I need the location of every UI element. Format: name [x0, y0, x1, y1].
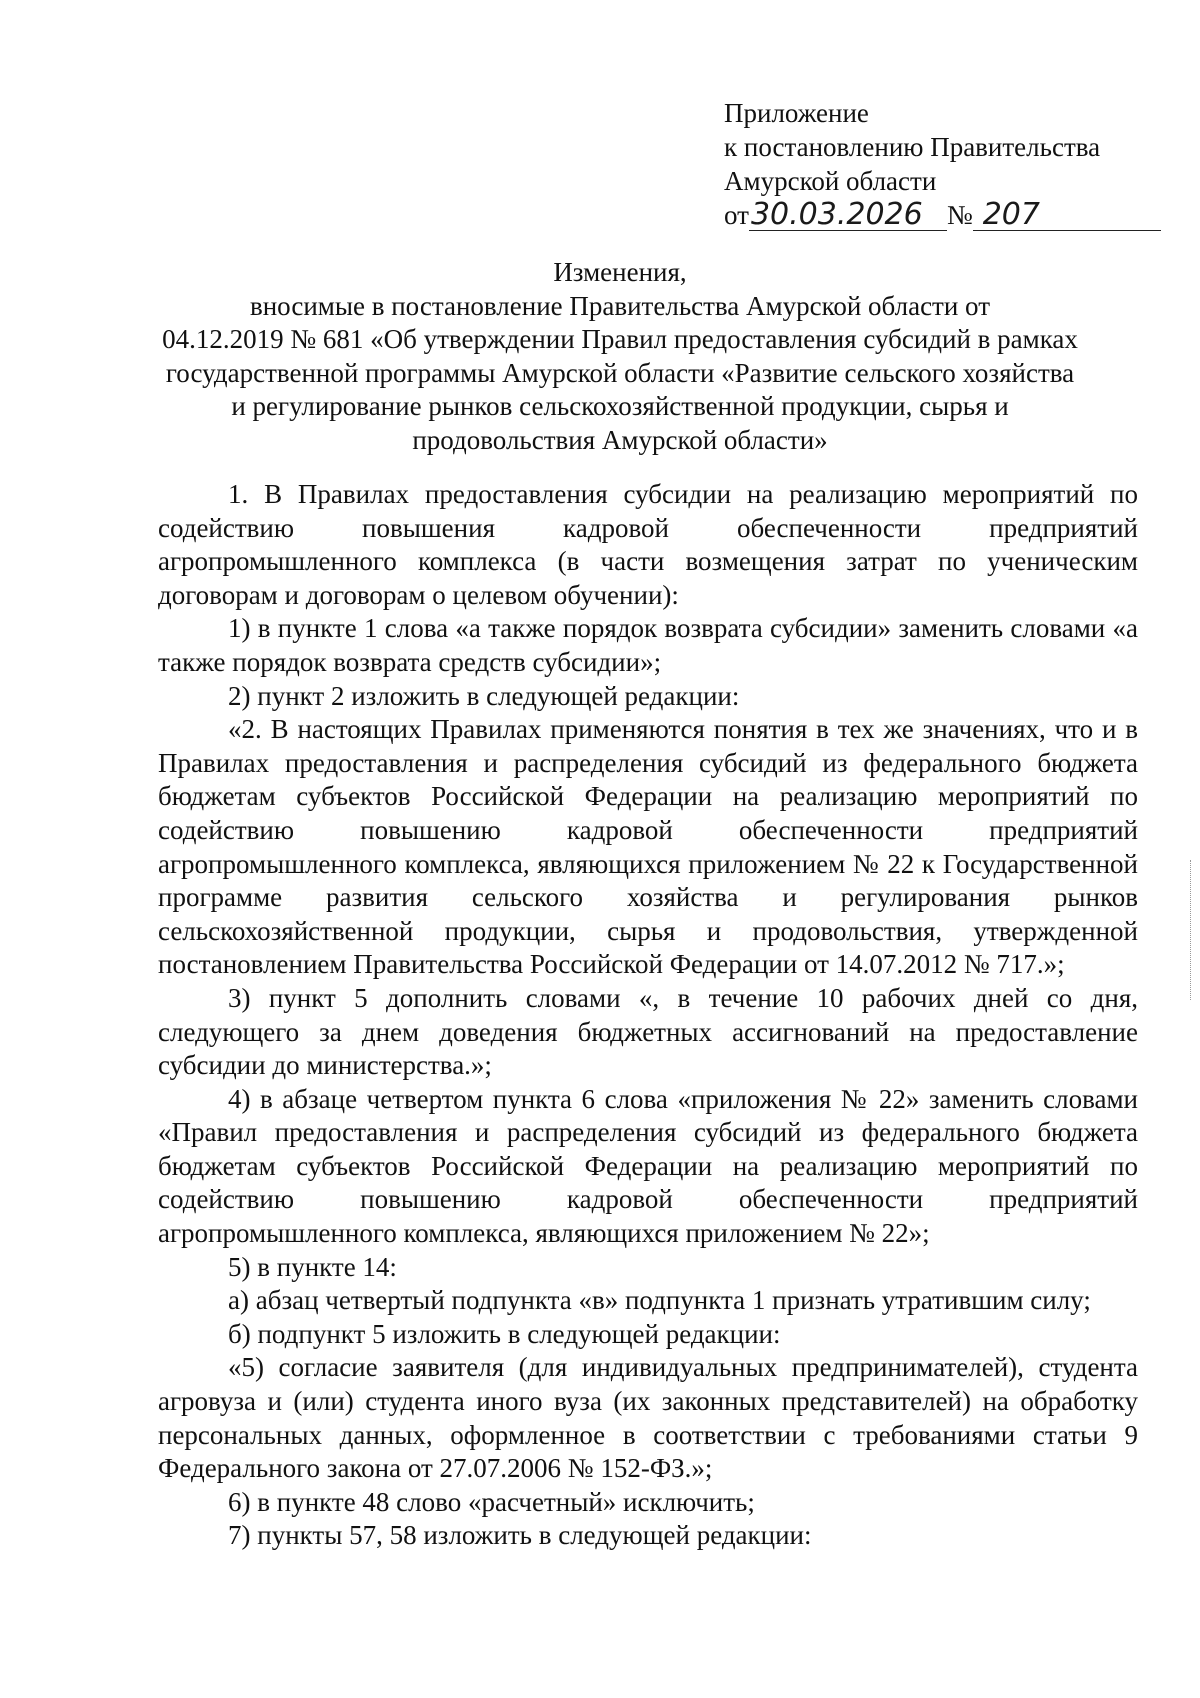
title-line-1: вносимые в постановление Правительства Амурской области от	[249, 290, 991, 321]
document-title	[120, 256, 1120, 457]
document-body	[158, 478, 1138, 1553]
paragraph-10: «5) согласие заявителя (для индивидуальных предпринимателей), студента агровуза и (или) студента иного вуза (их законных представителей) на обработку персональных данных, оформленное в соответствии с требованиями статьи 9 Федерального закона от 27.07.2006 № 152-ФЗ.»;	[158, 1352, 1138, 1484]
paragraph-9: б) подпункт 5 изложить в следующей редакции:	[228, 1318, 781, 1349]
handwritten-number: 207	[973, 202, 1161, 231]
paragraph-11: 6) в пункте 48 слово «расчетный» исключить;	[228, 1486, 755, 1517]
paragraph-5: 3) пункт 5 дополнить словами «, в течение 10 рабочих дней со дня, следующего за днем доведения бюджетных ассигнований на предоставление субсидии до министерства.»;	[158, 982, 1138, 1081]
paragraph-4: «2. В настоящих Правилах применяются понятия в тех же значениях, что и в Правилах предоставления и распределения субсидий из федерального бюджета бюджетам субъектов Российской Федерации на реализацию мероприятий по содействию повышению кадровой обеспеченности предприятий агропромышленного комплекса, являющихся приложением № 22 к Государственной программе развития сельского хозяйства и регулирования рынков сельскохозяйственной продукции, сырья и продовольствия, утвержденной постановлением Правительства Российской Федерации от 14.07.2012 № 717.»;	[158, 714, 1138, 980]
title-line-5: продовольствия Амурской области»	[412, 424, 828, 455]
date-prefix: от	[724, 200, 749, 230]
appendix-block	[724, 96, 1164, 232]
title-line-3: государственной программы Амурской области «Развитие сельского хозяйства	[165, 357, 1075, 388]
handwritten-date: 30.03.2026	[749, 202, 947, 231]
scan-edge-mark	[1190, 860, 1192, 1000]
paragraph-1: 1. В Правилах предоставления субсидии на реализацию мероприятий по содействию повышения кадровой обеспеченности предприятий агропромышленного комплекса (в части возмещения затрат по ученическим договорам и договорам о целевом обучении):	[158, 479, 1138, 610]
number-label: №	[946, 200, 973, 230]
appendix-line-2: к постановлению Правительства	[724, 132, 1101, 162]
appendix-date-line	[724, 198, 1164, 232]
appendix-line-3: Амурской области	[724, 166, 937, 196]
paragraph-8: а) абзац четвертый подпункта «в» подпункта 1 признать утратившим силу;	[228, 1285, 1091, 1316]
paragraph-2: 1) в пункте 1 слова «а также порядок возврата субсидии» заменить словами «а также порядок возврата средств субсидии»;	[158, 613, 1138, 677]
paragraph-7: 5) в пункте 14:	[228, 1251, 397, 1282]
paragraph-12: 7) пункты 57, 58 изложить в следующей редакции:	[228, 1520, 812, 1551]
paragraph-3: 2) пункт 2 изложить в следующей редакции:	[228, 680, 740, 711]
appendix-line-1: Приложение	[724, 98, 869, 128]
title-line-4: и регулирование рынков сельскохозяйственной продукции, сырья и	[231, 391, 1009, 421]
title-heading: Изменения,	[553, 257, 687, 287]
title-line-2: 04.12.2019 № 681 «Об утверждении Правил предоставления субсидий в рамках	[162, 324, 1078, 354]
paragraph-6: 4) в абзаце четвертом пункта 6 слова «приложения № 22» заменить словами «Правил предоставления и распределения субсидий из федерального бюджета бюджетам субъектов Российской Федерации на реализацию мероприятий по содействию повышению кадровой обеспеченности предприятий агропромышленного комплекса, являющихся приложением № 22»;	[158, 1083, 1138, 1249]
